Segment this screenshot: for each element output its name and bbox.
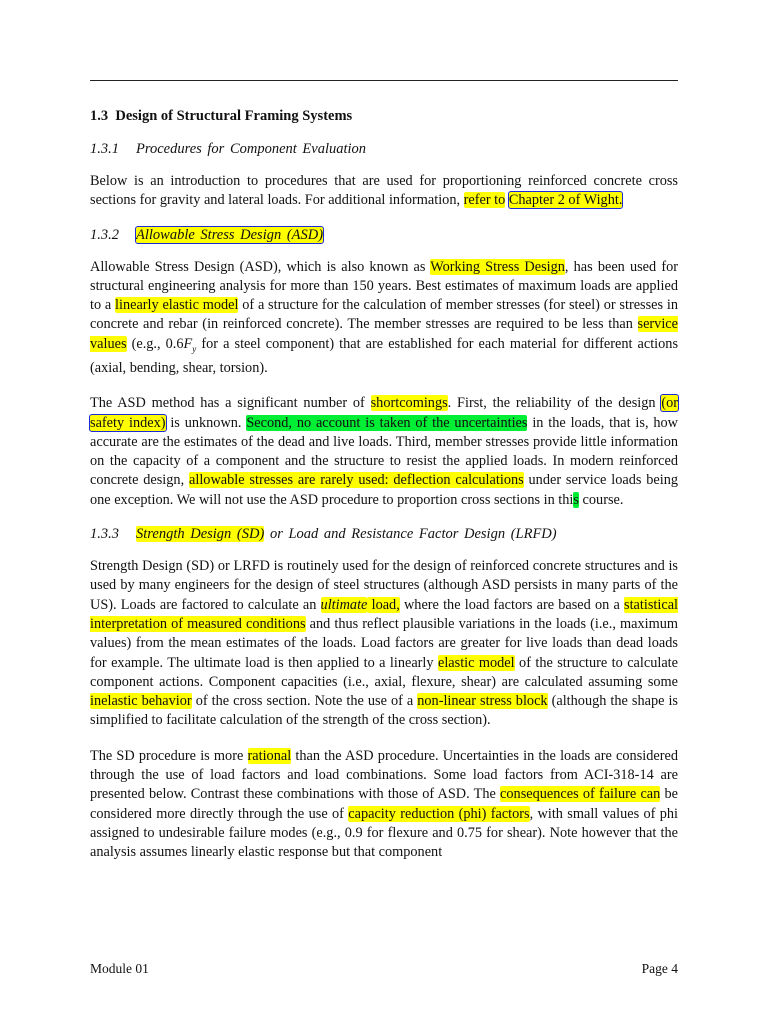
text: The ASD method has a significant number of: [90, 395, 371, 412]
paragraph-procedures: [90, 172, 678, 211]
subsection-number: 1.3.2: [90, 226, 119, 243]
text: under service loads being one exception. We will not use the ASD procedure to proportion cross sections in thi: [90, 472, 679, 508]
subsection-heading-1-3-3: [90, 526, 678, 543]
section-number: 1.3: [90, 108, 109, 124]
highlight: ultimate: [320, 596, 368, 613]
highlight: inelastic behavior: [90, 693, 192, 710]
text: is unknown.: [165, 414, 247, 431]
formula-subscript: y: [192, 343, 197, 354]
text: Strength Design (SD) or LRFD is routinely used for the design of reinforced concrete structures and is used by many engineers for the design of steel structures (although ASD persists in many parts of the US). Loads are factored to calculate an: [90, 558, 678, 613]
highlight: Working Stress Design: [430, 258, 565, 275]
section-title: Design of Structural Framing Systems: [115, 108, 353, 124]
highlight-boxed: (or safety index): [90, 395, 678, 431]
highlight: allowable stresses are rarely used: deflection calculations: [189, 472, 524, 489]
text: (although the shape is simplified to facilitate calculation of the strength of the cross section).: [90, 693, 678, 729]
header-rule: [90, 80, 678, 81]
subsection-heading-1-3-2: [90, 227, 678, 244]
text: and thus reflect plausible variations in the loads (i.e., maximum values) from the mean estimates of the loads. Load factors are greater for live loads than dead loads for example. The ultimate load is then applied to a linearly: [90, 615, 678, 671]
highlight: consequences of failure can: [500, 786, 661, 803]
text: , has been used for structural engineering analysis for more than 150 years. Best estimates of maximum loads are applied to a: [90, 258, 678, 314]
paragraph-asd-1: [90, 258, 678, 379]
highlight: rational: [247, 747, 292, 764]
paragraph-asd-2: [90, 394, 678, 510]
paragraph-sd-2: [90, 747, 678, 863]
subsection-number: 1.3.1: [90, 141, 119, 157]
subsection-title-highlight: Strength Design (SD): [136, 526, 265, 543]
highlight: shortcomings: [370, 395, 448, 412]
text: Below is an introduction to procedures that are used for proportioning reinforced concrete cross sections for gravity and lateral loads. For additional information,: [90, 173, 678, 209]
subsection-heading-1-3-1: [90, 141, 678, 158]
formula-variable: F: [183, 335, 193, 352]
paragraph-sd-1: [90, 557, 678, 731]
page-footer: [90, 961, 678, 977]
text: than the ASD procedure. Uncertainties in the loads are considered through the use of load factors and load combinations. Some load factors from ACI-318-14 are presented below. Contrast these combinations with those of ASD. The: [90, 747, 678, 803]
subsection-title: Allowable Stress Design (ASD): [136, 226, 324, 243]
text: of the structure to calculate component actions. Component capacities (i.e., axial, flexure, shear) are calculated assuming some: [90, 654, 678, 690]
chapter-link-box[interactable]: Chapter 2 of Wight.: [508, 192, 623, 209]
text: of the cross section. Note the use of a: [191, 693, 418, 710]
text: of a structure for the calculation of member stresses (for steel) or stresses in concrete and rebar (in reinforced concrete). The member stresses are required to be less than: [90, 297, 678, 333]
highlight: service values: [90, 316, 678, 352]
highlight: capacity reduction (phi) factors: [348, 805, 530, 822]
text: The SD procedure is more: [90, 747, 248, 764]
highlight: refer to: [463, 192, 506, 209]
text: , with small values of phi assigned to undesirable failure modes (e.g., 0.9 for flexure and 0.75 for shear). Note however that the analysis assumes linearly elastic response but that component: [90, 805, 679, 861]
text: for a steel component) that are established for each material for different actions (axial, bending, shear, torsion).: [90, 335, 679, 376]
text: course.: [578, 491, 624, 508]
section-heading: [90, 108, 678, 125]
text: where the load factors are based on a: [399, 596, 625, 613]
highlight-green: s: [573, 491, 579, 508]
highlight: non-linear stress block: [417, 693, 548, 710]
highlight: load,: [367, 596, 400, 613]
text: . First, the reliability of the design: [447, 395, 662, 412]
document-page: [90, 108, 678, 878]
subsection-number: 1.3.3: [90, 526, 119, 543]
highlight-green: Second, no account is taken of the uncertainties: [246, 414, 528, 431]
text: Allowable Stress Design (ASD), which is also known as: [90, 258, 431, 275]
subsection-title: Procedures for Component Evaluation: [136, 141, 367, 157]
highlight: linearly elastic model: [115, 297, 239, 314]
text: (e.g., 0.6: [126, 335, 184, 352]
text: be considered more directly through the use of: [90, 786, 678, 822]
highlight: statistical interpretation of measured conditions: [90, 596, 679, 632]
footer-module: Module 01: [90, 961, 149, 976]
subsection-title: or Load and Resistance Factor Design (LRFD): [264, 526, 557, 543]
highlight: elastic model: [437, 654, 515, 671]
text: in the loads, that is, how accurate are the estimates of the dead and live loads. Third, member stresses provide little information on the capacity of a component and the structure to resist the applied loads. In modern reinforced concrete design,: [90, 414, 678, 489]
footer-page-number: Page 4: [641, 961, 678, 976]
